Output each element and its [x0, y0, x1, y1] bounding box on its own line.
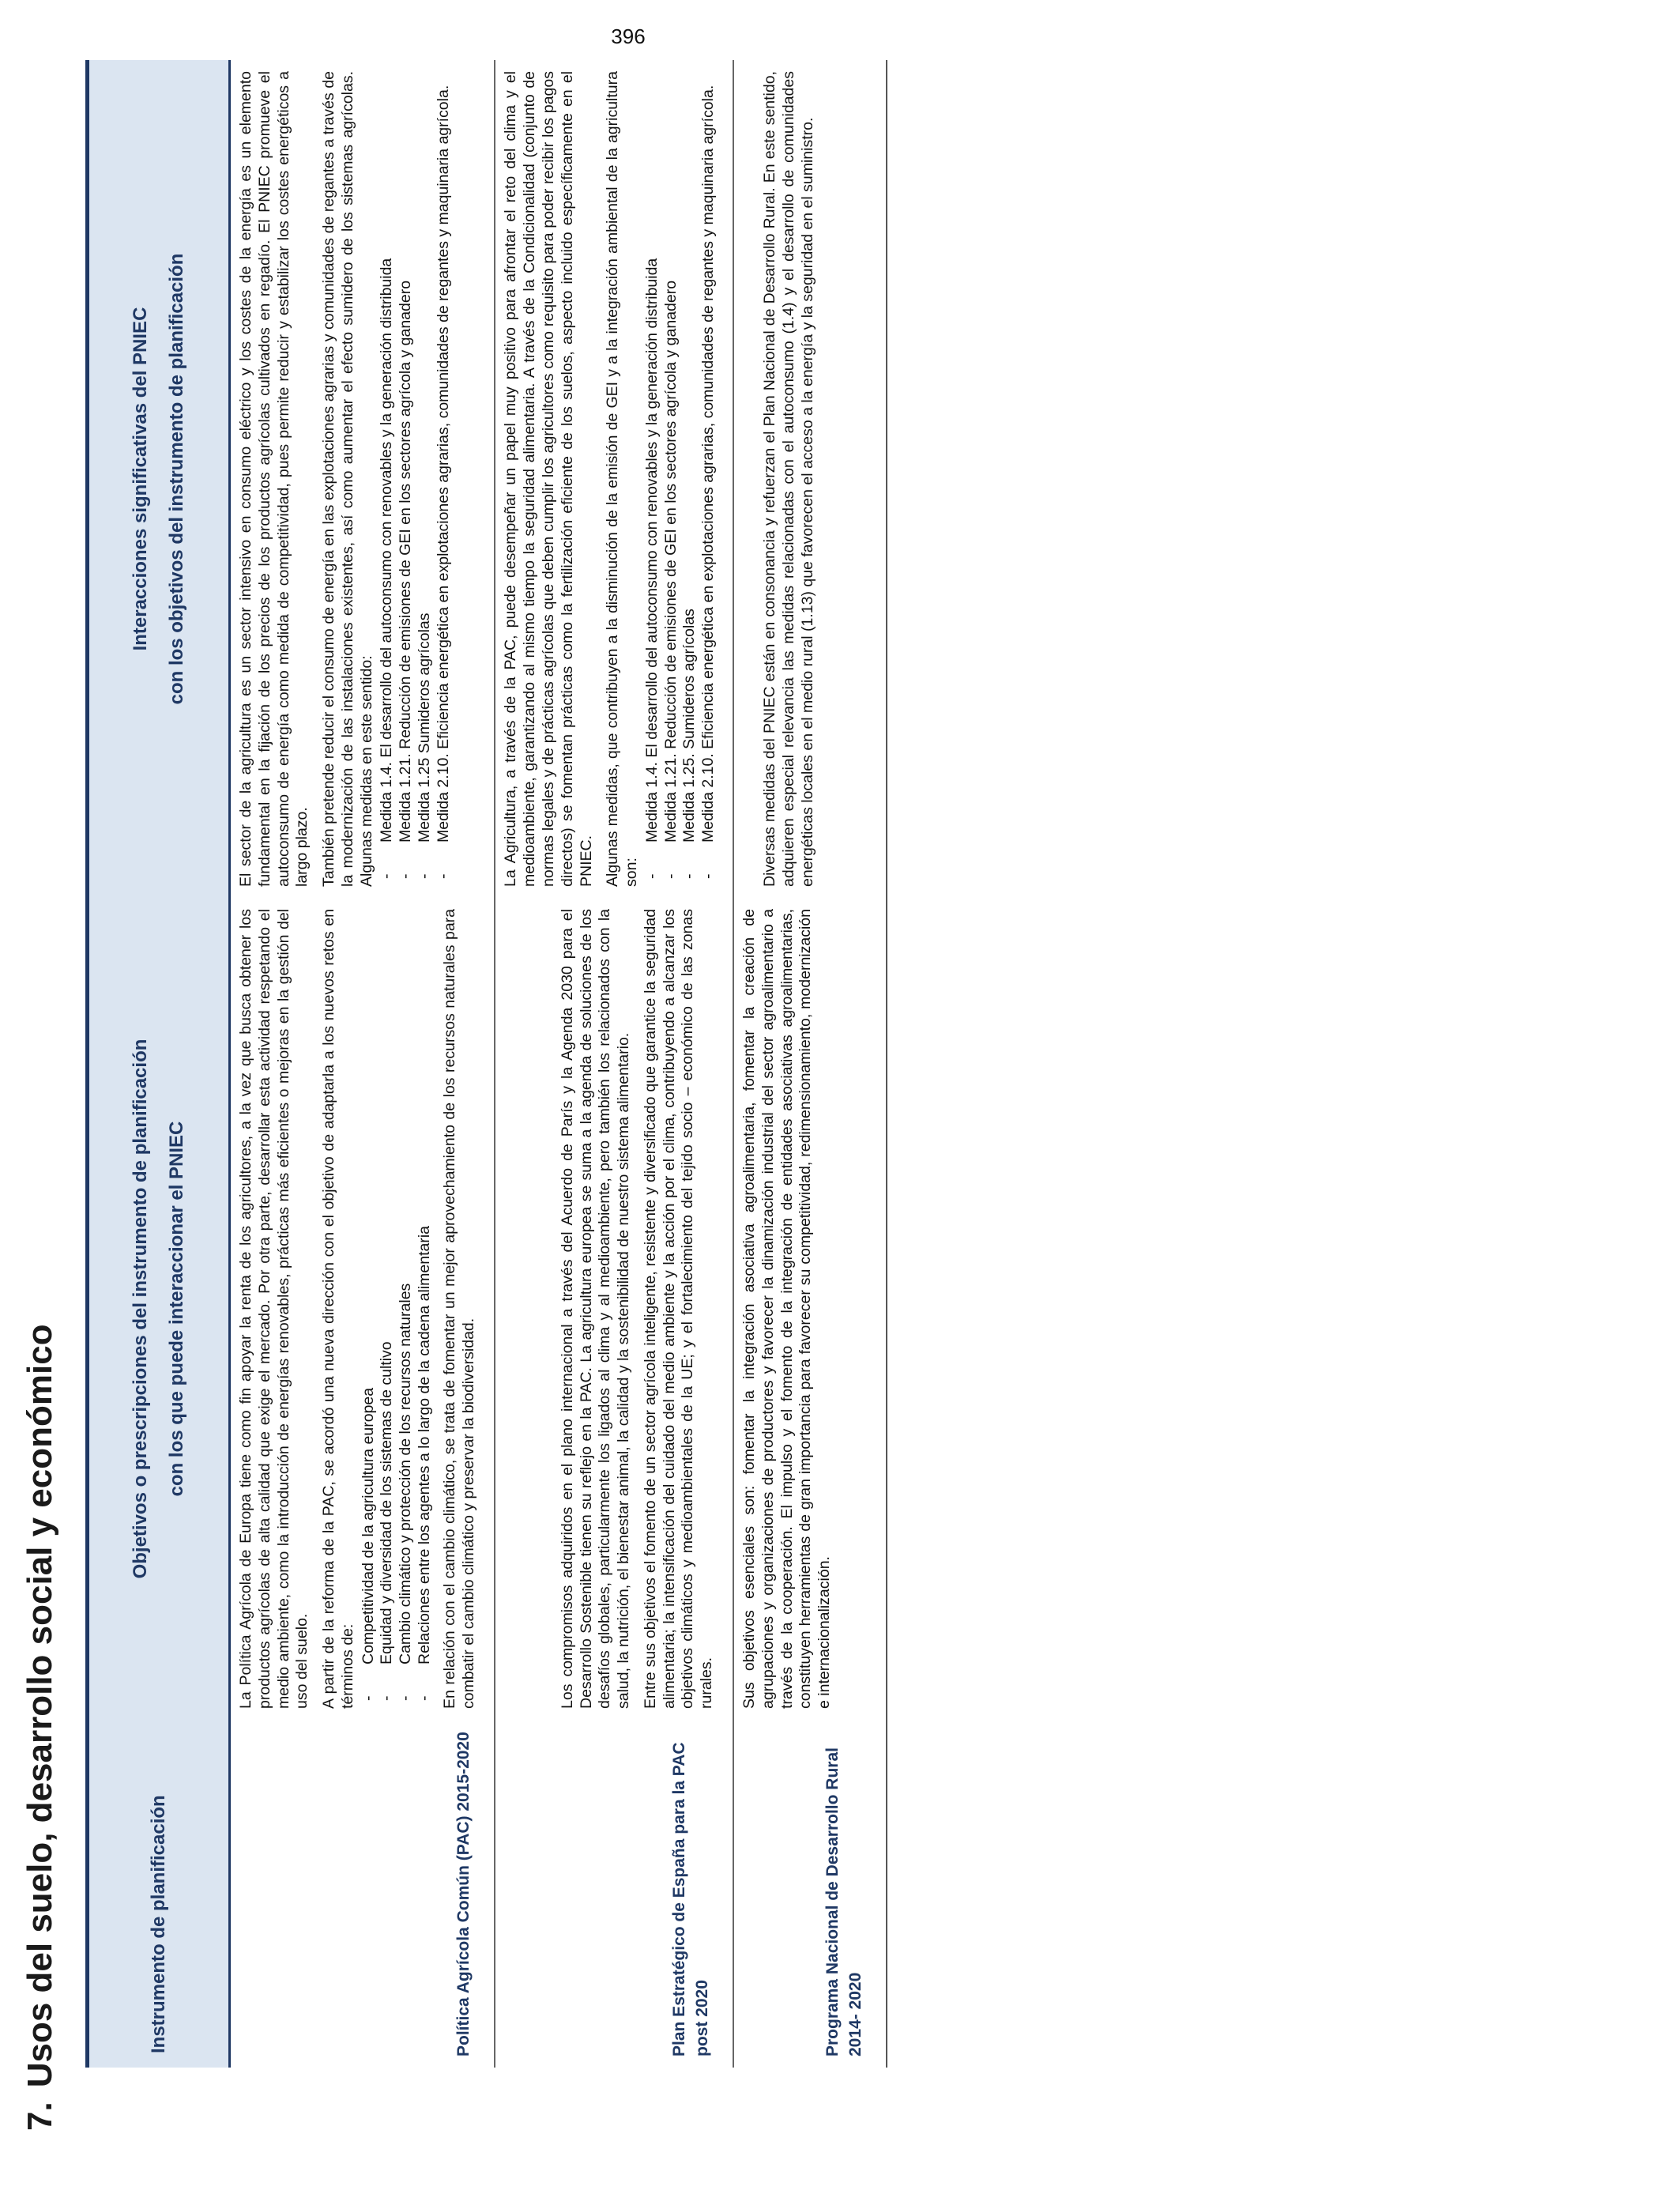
section-heading	[21, 1324, 60, 2131]
objectives-paragraph: La Política Agrícola de Europa tiene como fin apoyar la renta de los agricultores, a la vez que busca obtener los productos agrícolas de alta calidad que exige el mercado. Por otra parte, desarrollar esta actividad respetando el medio ambiente, como la introducción de energías renovables, prácticas más eficientes o mejoras en la gestión del uso del suelo.	[237, 909, 311, 1709]
list-item: - Medida 2.10. Eficiencia energética en explotaciones agrarias, comunidades de regantes y maquinaria agrícola.	[435, 71, 454, 887]
planning-table	[85, 60, 887, 2068]
table-header	[88, 60, 230, 2068]
list-item: - Cambio climático y protección de los recursos naturales	[397, 909, 416, 1709]
header-interactions-line2: con los objetivos del instrumento de planificación	[166, 253, 187, 705]
header-objectives-line2: con los que puede interaccionar el PNIEC	[166, 1121, 187, 1497]
objectives-paragraph: Sus objetivos esenciales son: fomentar la integración asociativa agroalimentaria, fomentar la creación de agrupaciones y organizaciones de productores y favorecer la dinamización industrial del sector agroalimentario a través de la cooperación. El impulso y el fomento de la integración de entidades asociativas agroalimentarias, constituyen herramientas de gran importancia para favorecer su competitividad, redimensionamiento, modernización e internacionalización.	[740, 909, 834, 1709]
list-item: - Medida 1.21. Reducción de emisiones de GEI en los sectores agrícola y ganadero	[662, 71, 681, 887]
list-item: - Competitividad de la agricultura europea	[360, 909, 379, 1709]
objectives-paragraph: A partir de la reforma de la PAC, se acordó una nueva dirección con el objetivo de adaptarla a los nuevos retos en términos de:	[320, 909, 356, 1709]
measures-list	[378, 71, 453, 887]
objectives-paragraph: En relación con el cambio climático, se trata de fomentar un mejor aprovechamiento de los recursos naturales para combatir el cambio climático y preservar la biodiversidad.	[440, 909, 477, 1709]
list-item: - Medida 1.21. Reducción de emisiones de GEI en los sectores agrícola y ganadero	[397, 71, 416, 887]
interactions-paragraph: La Agricultura, a través de la PAC, puede desempeñar un papel muy positivo para afrontar el reto del clima y el medioambiente, garantizando al mismo tiempo la seguridad alimentaria. A través de la Condicionalidad (conjunto de normas legales y de prácticas agrícolas que deben cumplir los agricultores como requisito para poder recibir los pagos directos) se fomentan prácticas como la fertilización eficiente de los suelos, aspecto incluido específicamente en el PNIEC.	[502, 71, 595, 887]
instrument-name: Política Agrícola Común (PAC) 2015-2020	[454, 1732, 473, 2056]
objectives-cell	[495, 898, 733, 1720]
interactions-paragraph: Algunas medidas, que contribuyen a la disminución de la emisión de GEI y a la integración ambiental de la agricultura son:	[604, 71, 641, 887]
list-item: - Medida 1.4. El desarrollo del autoconsumo con renovables y la generación distribuida	[378, 71, 397, 887]
interactions-paragraph: El sector de la agricultura es un sector intensivo en consumo eléctrico y los costes de la energía es un elemento fundamental en la fijación de los precios de los productos agrícolas cultivados en regadío. El PNIEC promueve el autoconsumo de energía como medida de competitividad, pues permite reducir y estabilizar los costes energéticos a largo plazo.	[237, 71, 311, 887]
list-item: - Equidad y diversidad de los sistemas de cultivo	[378, 909, 397, 1709]
interactions-cell	[733, 60, 887, 898]
objectives-paragraph: Entre sus objetivos el fomento de un sector agrícola inteligente, resistente y diversificado que garantice la seguridad alimentaria; la intensificación del cuidado del medio ambiente y la acción por el clima, contribuyendo a alcanzar los objetivos climáticos y medioambientales de la UE; y el fortalecimiento del tejido socio – económico de las zonas rurales.	[641, 909, 716, 1709]
objectives-list	[360, 909, 435, 1709]
table-row-pac-post-2020	[495, 60, 733, 2068]
header-instrument: Instrumento de planificación	[88, 1720, 230, 2068]
table-row-pndr	[733, 60, 887, 2068]
header-interactions	[88, 60, 230, 898]
instrument-name: Plan Estratégico de España para la PAC post 2020	[495, 1720, 733, 2068]
table-row-pac-2015-2020	[230, 60, 495, 2068]
interactions-paragraph: Diversas medidas del PNIEC están en consonancia y refuerzan el Plan Nacional de Desarrollo Rural. En este sentido, adquieren especial relevancia las medidas relacionadas con el autoconsumo (1.4) y el desarrollo de comunidades energéticas locales en el medio rural (1.13) que favorecen el acceso a la energía y la seguridad en el suministro.	[760, 71, 816, 887]
header-objectives	[88, 898, 230, 1720]
instrument-name: Programa Nacional de Desarrollo Rural 2014- 2020	[733, 1720, 887, 2068]
section-title: Usos del suelo, desarrollo social y económico	[21, 1324, 59, 2088]
measures-list	[643, 71, 718, 887]
objectives-cell	[733, 898, 887, 1720]
interactions-paragraph: También pretende reducir el consumo de energía en las explotaciones agrarias y comunidades de regantes a través de la modernización de las instalaciones existentes, así como aumentar el efecto sumidero de los sistemas agrícolas. Algunas medidas en este sentido:	[320, 71, 375, 887]
header-interactions-line1: Interacciones significativas del PNIEC	[130, 307, 152, 651]
list-item: - Medida 1.25. Sumideros agrícolas	[680, 71, 699, 887]
objectives-paragraph: Los compromisos adquiridos en el plano internacional a través del Acuerdo de París y la Agenda 2030 para el Desarrollo Sostenible tienen su reflejo en la PAC. La agricultura europea se suma a la agenda de soluciones de los desafíos globales, particularmente los ligados al clima y al medioambiente, pero también los relacionados con la salud, la nutrición, el bienestar animal, la calidad y la sostenibilidad de nuestro sistema alimentario.	[558, 909, 633, 1709]
header-objectives-line1: Objetivos o prescripciones del instrumento de planificación	[130, 1039, 152, 1579]
objectives-cell	[230, 898, 495, 1720]
page-number: 396	[611, 25, 646, 48]
interactions-cell	[230, 60, 495, 898]
list-item: - Medida 1.25 Sumideros agrícolas	[416, 71, 435, 887]
interactions-cell	[495, 60, 733, 898]
list-item: - Relaciones entre los agentes a lo largo de la cadena alimentaria	[416, 909, 435, 1709]
list-item: - Medida 2.10. Eficiencia energética en explotaciones agrarias, comunidades de regantes y maquinaria agrícola.	[699, 71, 718, 887]
list-item: - Medida 1.4. El desarrollo del autoconsumo con renovables y la generación distribuida	[643, 71, 662, 887]
section-number: 7.	[21, 2102, 59, 2131]
